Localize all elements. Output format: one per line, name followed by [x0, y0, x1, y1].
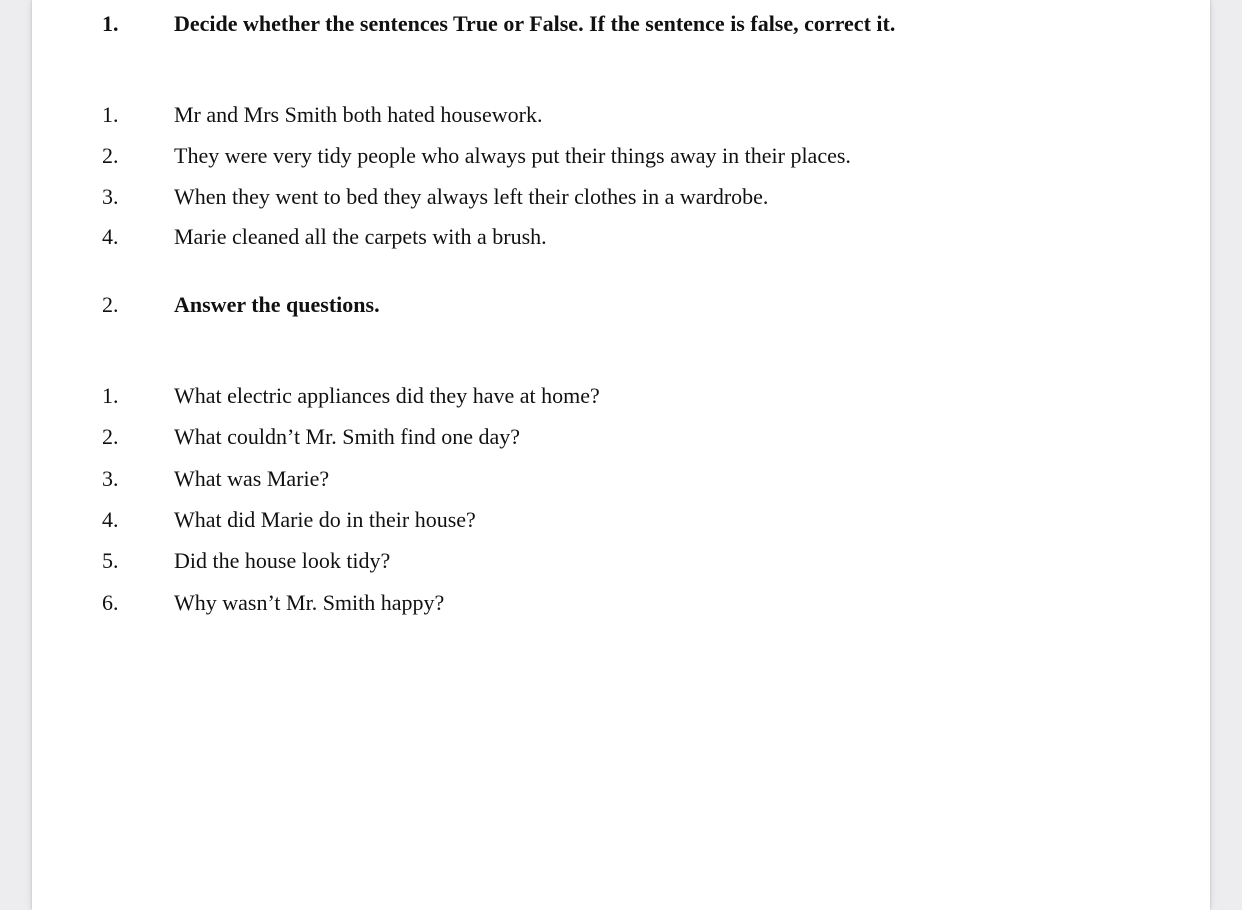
list-item: [32, 422, 1210, 452]
list-item: [32, 381, 1210, 411]
item-number: 4.: [102, 507, 119, 532]
item-number: 2.: [102, 424, 119, 449]
document-page: [32, 0, 1210, 910]
item-text: When they went to bed they always left their clothes in a wardrobe.: [174, 184, 769, 209]
list-item: [32, 182, 1210, 212]
item-text: They were very tidy people who always put their things away in their places.: [174, 143, 851, 168]
item-number: 6.: [102, 590, 119, 615]
list-item: [32, 505, 1210, 535]
list-item: [32, 588, 1210, 618]
section-2-heading: [32, 290, 1210, 320]
item-text: What electric appliances did they have at home?: [174, 383, 600, 408]
section-title: Decide whether the sentences True or False. If the sentence is false, correct it.: [174, 11, 896, 36]
item-number: 5.: [102, 548, 119, 573]
item-number: 4.: [102, 224, 119, 249]
list-item: [32, 141, 1210, 171]
list-item: [32, 100, 1210, 130]
section-title: Answer the questions.: [174, 292, 380, 317]
item-text: Did the house look tidy?: [174, 548, 391, 573]
item-text: Marie cleaned all the carpets with a brush.: [174, 224, 547, 249]
item-number: 3.: [102, 466, 119, 491]
section-number: 1.: [102, 11, 119, 36]
list-item: [32, 464, 1210, 494]
list-item: [32, 222, 1210, 252]
item-text: What couldn’t Mr. Smith find one day?: [174, 424, 521, 449]
item-number: 1.: [102, 102, 119, 127]
section-1-heading: [32, 9, 1210, 39]
item-number: 3.: [102, 184, 119, 209]
item-number: 1.: [102, 383, 119, 408]
section-number: 2.: [102, 292, 119, 317]
item-text: Mr and Mrs Smith both hated housework.: [174, 102, 543, 127]
item-number: 2.: [102, 143, 119, 168]
list-item: [32, 546, 1210, 576]
item-text: What was Marie?: [174, 466, 330, 491]
item-text: Why wasn’t Mr. Smith happy?: [174, 590, 445, 615]
item-text: What did Marie do in their house?: [174, 507, 476, 532]
